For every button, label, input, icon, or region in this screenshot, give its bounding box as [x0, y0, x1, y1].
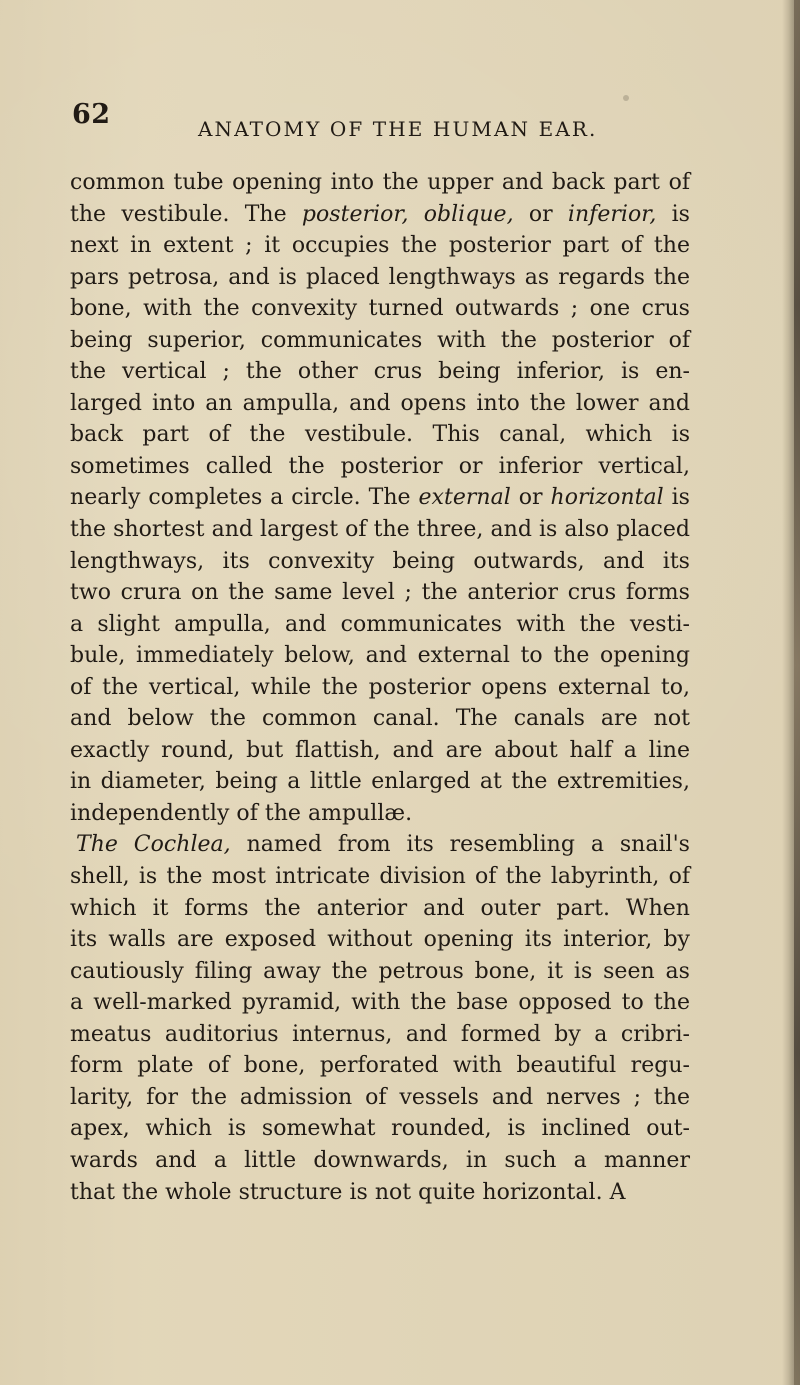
- text-run: common tube opening into the upper and back part of: [70, 170, 690, 195]
- text-line: [70, 735, 690, 767]
- text-run: sometimes called the posterior or inferior vertical,: [70, 453, 690, 479]
- text-run: its walls are exposed without opening its interior, by: [70, 927, 690, 953]
- text-line: [70, 703, 690, 735]
- text-line: [70, 1082, 690, 1114]
- text-run: pars petrosa, and is placed lengthways as regards the: [70, 264, 690, 290]
- italic-text-run: horizontal: [550, 485, 664, 511]
- text-line: [70, 956, 690, 988]
- text-line: [70, 514, 690, 546]
- text-line: [70, 640, 690, 672]
- text-line: [70, 262, 690, 294]
- text-run: next in extent ; it occupies the posterior part of the: [70, 233, 690, 259]
- text-run: independently of the ampullæ.: [70, 800, 413, 826]
- text-line: [70, 388, 690, 420]
- text-line: [70, 325, 690, 357]
- text-run: meatus auditorius internus, and formed by a cribri-: [70, 1021, 690, 1047]
- text-line: [70, 451, 690, 483]
- text-line: [70, 577, 690, 609]
- italic-text-run: external: [418, 485, 511, 511]
- text-run: the vertical ; the other crus being inferior, is en-: [70, 359, 690, 385]
- text-line: [70, 672, 690, 704]
- text-run: which it forms the anterior and outer part. When: [70, 895, 690, 921]
- text-run: exactly round, but flattish, and are about half a line: [70, 737, 690, 763]
- text-line: [70, 293, 690, 325]
- text-run: shell, is the most intricate division of the labyrinth, of: [70, 864, 690, 890]
- text-run: that the whole structure is not quite horizontal. A: [70, 1179, 626, 1205]
- text-run: bule, immediately below, and external to the opening: [70, 643, 690, 669]
- text-line: [70, 1177, 690, 1209]
- text-line: [70, 356, 690, 388]
- text-line: [70, 1050, 690, 1082]
- body-text: [70, 167, 690, 1208]
- text-run: the shortest and largest of the three, and is also placed: [70, 517, 690, 543]
- text-run: named from its resembling a snail's: [230, 832, 690, 858]
- text-run: form plate of bone, perforated with beautiful regu-: [70, 1053, 690, 1079]
- text-line: [70, 1113, 690, 1145]
- text-run: the vestibule. The: [70, 201, 302, 227]
- text-run: apex, which is somewhat rounded, is inclined out-: [70, 1116, 690, 1142]
- text-run: and below the common canal. The canals are not: [70, 706, 690, 732]
- text-run: two crura on the same level ; the anterior crus forms: [70, 580, 690, 606]
- text-line: [70, 167, 690, 199]
- page-edge-shadow: [782, 0, 800, 1385]
- text-line: [70, 987, 690, 1019]
- text-line: [70, 230, 690, 262]
- text-run: a slight ampulla, and communicates with the vesti-: [70, 611, 690, 637]
- text-line: [70, 893, 690, 925]
- text-run: in diameter, being a little enlarged at the extremities,: [70, 769, 690, 795]
- text-line: [70, 924, 690, 956]
- text-line: [70, 798, 690, 830]
- text-run: cautiously filing away the petrous bone, it is seen as: [70, 958, 690, 984]
- text-line: [70, 1019, 690, 1051]
- text-run: or: [513, 201, 568, 227]
- page-header: [72, 101, 722, 141]
- text-run: of the vertical, while the posterior opens external to,: [70, 674, 690, 700]
- text-run: larged into an ampulla, and opens into the lower and: [70, 390, 690, 416]
- text-run: wards and a little downwards, in such a manner: [70, 1147, 690, 1173]
- text-run: is: [663, 485, 690, 511]
- text-line: [70, 546, 690, 578]
- italic-text-run: inferior,: [567, 201, 657, 227]
- text-line: [70, 482, 690, 514]
- text-run: a well-marked pyramid, with the base opposed to the: [70, 990, 690, 1016]
- text-line: [70, 766, 690, 798]
- text-line: [70, 199, 690, 231]
- text-line: [70, 419, 690, 451]
- text-run: being superior, communicates with the posterior of: [70, 327, 690, 353]
- text-run: nearly completes a circle. The: [70, 485, 419, 511]
- italic-text-run: posterior, oblique,: [301, 201, 514, 227]
- text-run: back part of the vestibule. This canal, which is: [70, 422, 690, 448]
- text-run: or: [510, 485, 551, 511]
- page-number: 62: [72, 99, 111, 130]
- text-line: [70, 1145, 690, 1177]
- text-run: larity, for the admission of vessels and nerves ; the: [70, 1084, 690, 1110]
- running-head: ANATOMY OF THE HUMAN EAR.: [198, 117, 598, 141]
- text-run: is: [656, 201, 690, 227]
- text-run: bone, with the convexity turned outwards ; one crus: [70, 296, 690, 322]
- text-line: [70, 609, 690, 641]
- text-line: [70, 861, 690, 893]
- italic-text-run: The Cochlea,: [76, 832, 231, 858]
- text-line: [70, 829, 690, 861]
- text-run: lengthways, its convexity being outwards, and its: [70, 548, 690, 574]
